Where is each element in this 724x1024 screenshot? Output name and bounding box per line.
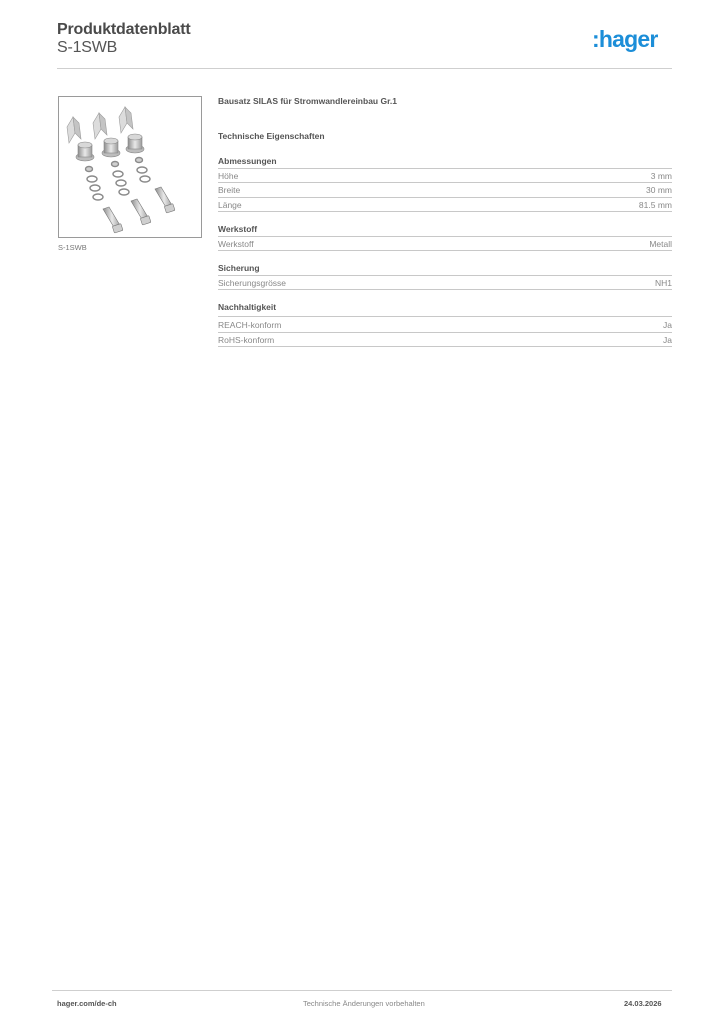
group-title-material: Werkstoff bbox=[218, 224, 258, 234]
divider bbox=[218, 197, 672, 198]
spec-value: 30 mm bbox=[646, 185, 672, 195]
spec-row-rohs bbox=[218, 335, 672, 345]
spec-label: Sicherungsgrösse bbox=[218, 278, 287, 288]
spec-row-height bbox=[218, 171, 672, 181]
article-number: S-1SWB bbox=[57, 39, 118, 56]
group-title-dimensions: Abmessungen bbox=[218, 156, 277, 166]
section-title-technical-properties: Technische Eigenschaften bbox=[218, 131, 325, 141]
footer-date: 24.03.2026 bbox=[624, 999, 662, 1008]
divider bbox=[218, 211, 672, 212]
spec-row-length bbox=[218, 200, 672, 210]
product-description: Bausatz SILAS für Stromwandlereinbau Gr.1 bbox=[218, 96, 398, 106]
divider bbox=[218, 236, 672, 237]
header-divider bbox=[57, 68, 672, 69]
spec-label: RoHS-konform bbox=[218, 335, 275, 345]
divider bbox=[218, 346, 672, 347]
spec-value: Metall bbox=[649, 239, 672, 249]
spec-label: Breite bbox=[218, 185, 241, 195]
page-title: Produktdatenblatt bbox=[57, 21, 191, 38]
spec-value: 81.5 mm bbox=[638, 200, 672, 210]
spec-row-width bbox=[218, 185, 672, 195]
spec-label: REACH-konform bbox=[218, 320, 282, 330]
spec-value: Ja bbox=[663, 335, 672, 345]
footer-divider bbox=[52, 990, 672, 991]
divider bbox=[218, 168, 672, 169]
spec-value: NH1 bbox=[654, 278, 672, 288]
image-caption: S-1SWB bbox=[58, 243, 87, 252]
spec-value: Ja bbox=[663, 320, 672, 330]
divider bbox=[218, 250, 672, 251]
mounting-kit-illustration bbox=[59, 97, 201, 237]
divider bbox=[218, 182, 672, 183]
footer-disclaimer: Technische Änderungen vorbehalten bbox=[303, 999, 425, 1008]
divider bbox=[218, 275, 672, 276]
spec-row-reach bbox=[218, 320, 672, 330]
group-title-sustainability: Nachhaltigkeit bbox=[218, 302, 277, 312]
product-image bbox=[58, 96, 202, 238]
group-title-fuse: Sicherung bbox=[218, 263, 260, 273]
spec-value: 3 mm bbox=[650, 171, 672, 181]
spec-row-material bbox=[218, 239, 672, 249]
spec-label: Werkstoff bbox=[218, 239, 254, 249]
hager-logo: :hager bbox=[592, 26, 658, 52]
footer-website-link[interactable]: hager.com/de-ch bbox=[57, 999, 117, 1008]
divider bbox=[218, 316, 672, 317]
divider bbox=[218, 332, 672, 333]
spec-row-fuse-size bbox=[218, 278, 672, 288]
spec-label: Höhe bbox=[218, 171, 239, 181]
divider bbox=[218, 289, 672, 290]
spec-label: Länge bbox=[218, 200, 242, 210]
